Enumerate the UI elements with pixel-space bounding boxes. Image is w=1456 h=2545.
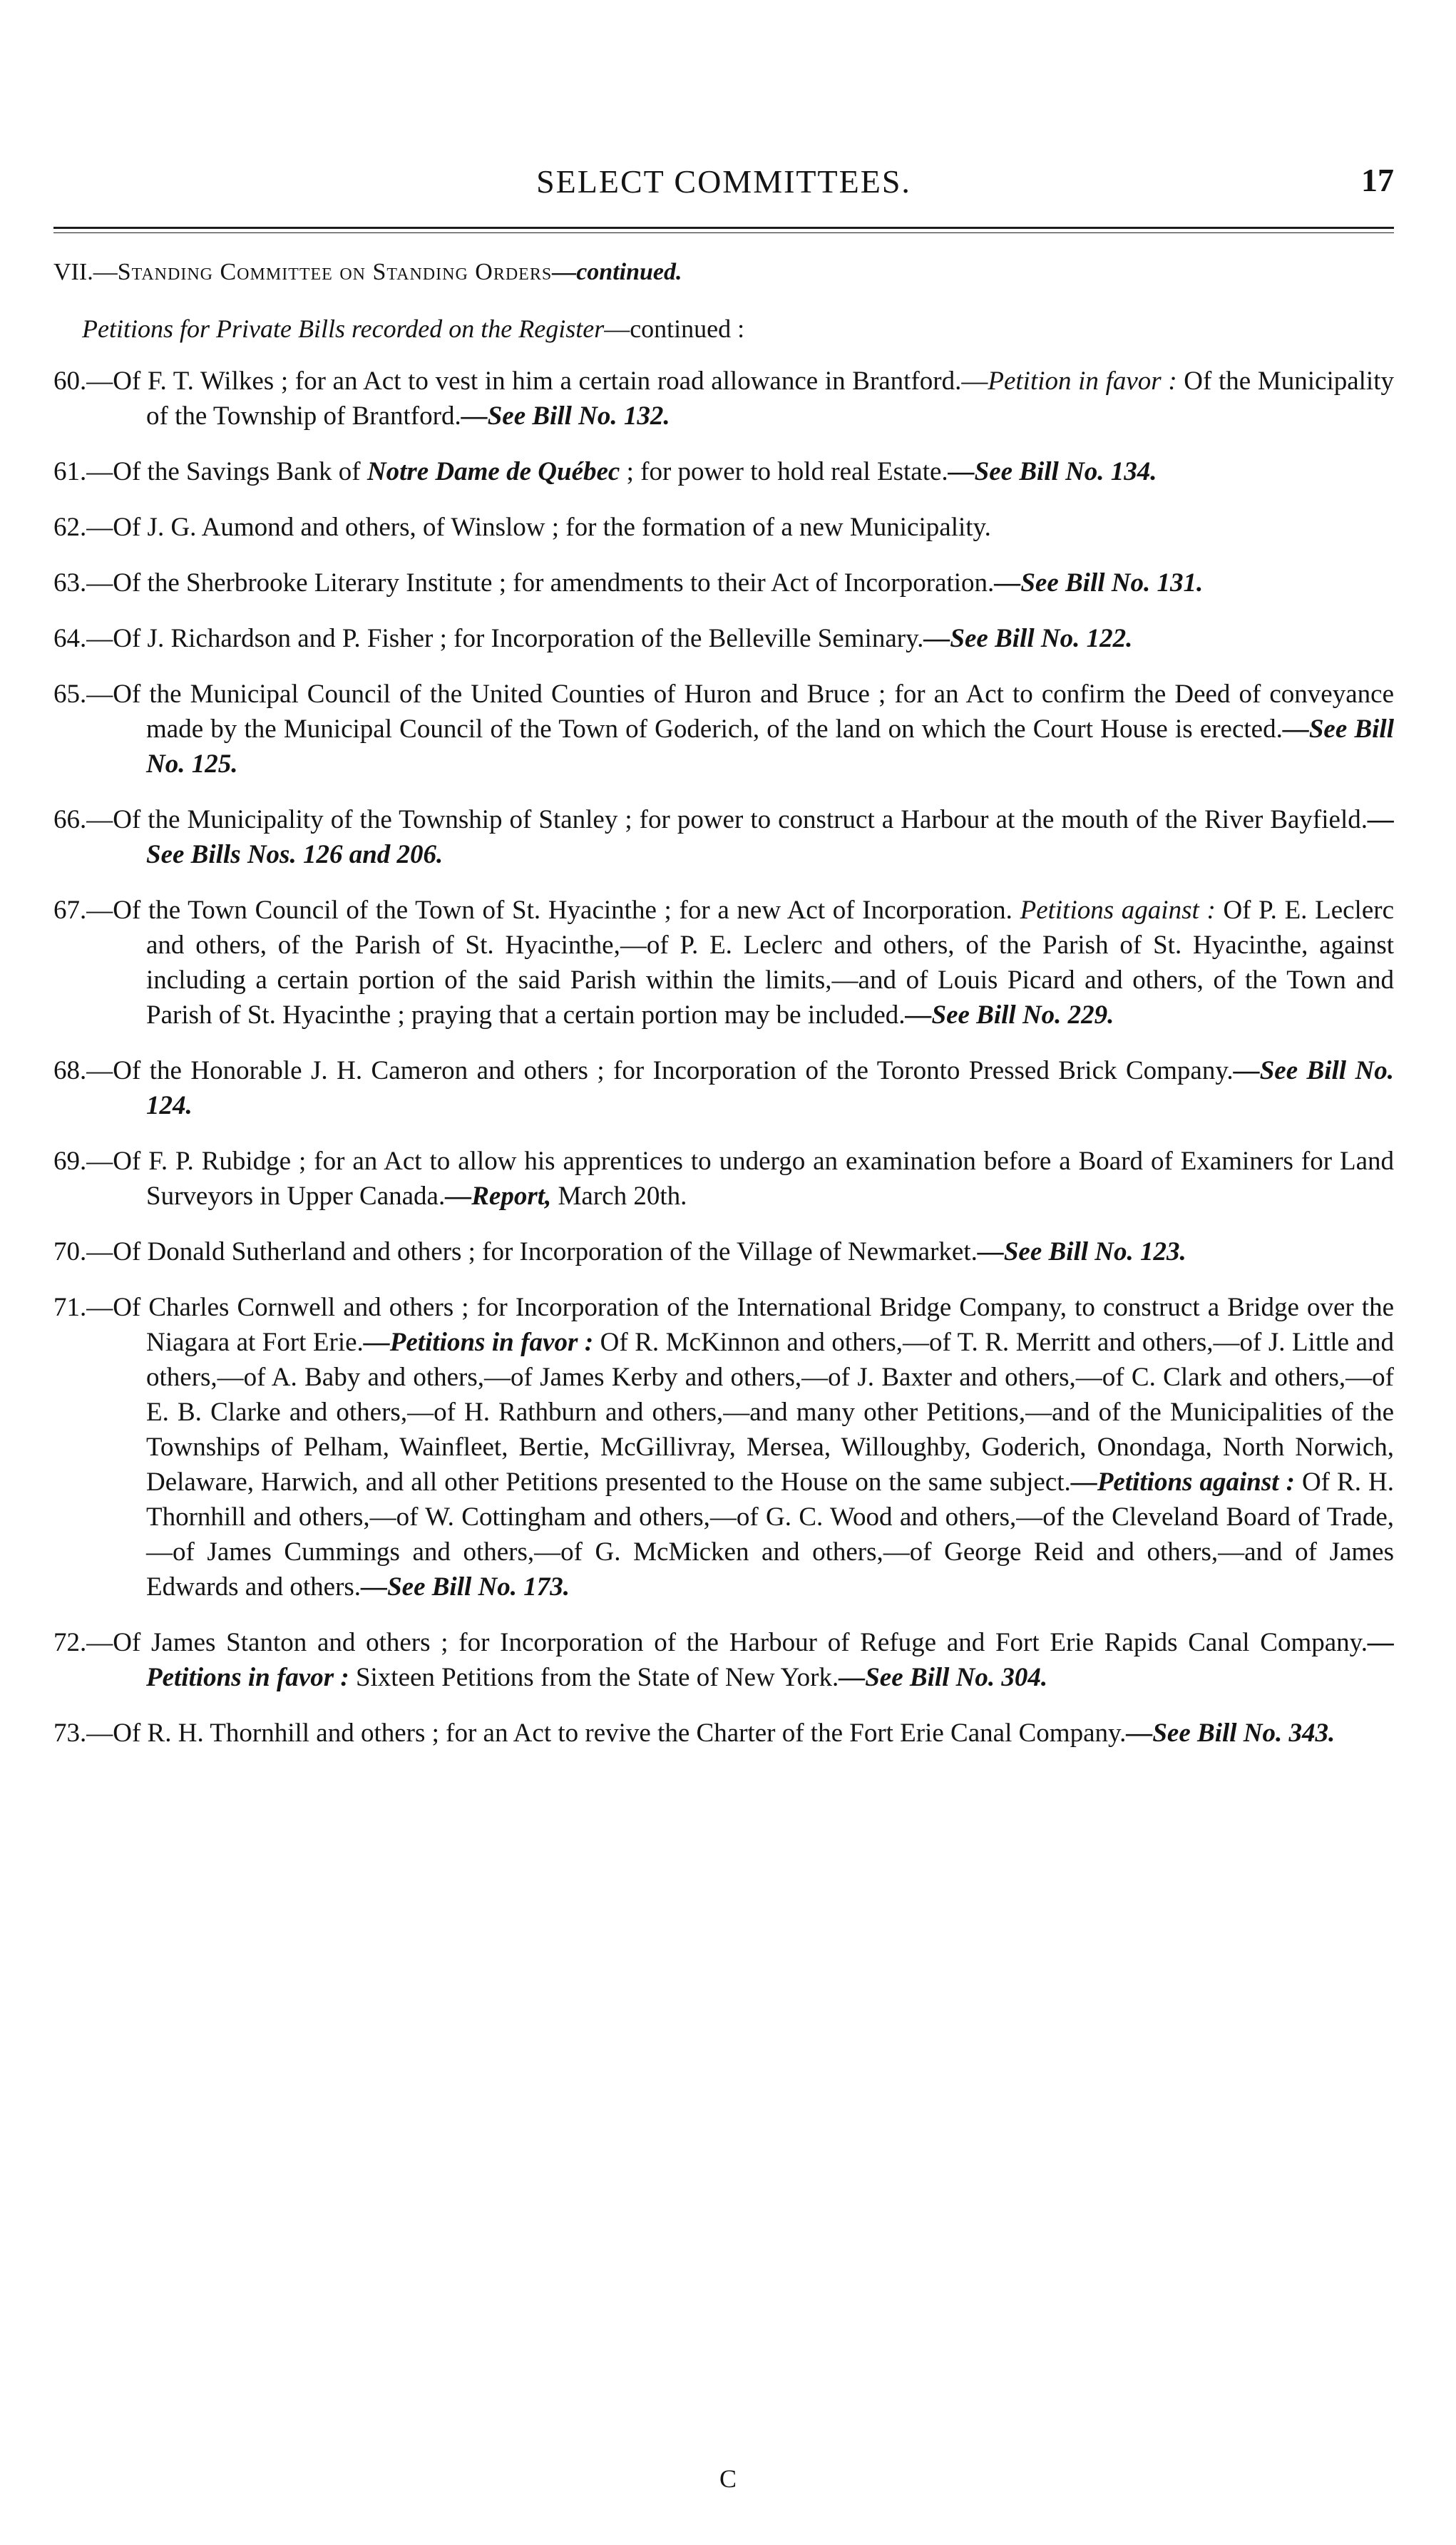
entry-number: 60.— bbox=[53, 367, 113, 396]
entry-63 bbox=[53, 565, 1394, 600]
entry-number: 68.— bbox=[53, 1056, 113, 1085]
entry-text: Of Donald Sutherland and others ; for Incorporation of the Village of Newmarket. bbox=[113, 1237, 978, 1266]
petition-against-label: Petitions against : bbox=[1020, 896, 1216, 925]
entry-number: 67.— bbox=[53, 896, 113, 925]
entry-71 bbox=[53, 1290, 1394, 1604]
bill-reference: —See Bill No. 173. bbox=[361, 1572, 570, 1602]
entry-number: 63.— bbox=[53, 568, 113, 598]
bill-reference: —See Bill No. 304. bbox=[839, 1663, 1048, 1692]
header-rule-thin bbox=[53, 232, 1394, 233]
section-numeral: VII.— bbox=[53, 259, 118, 285]
report-date: March 20th. bbox=[551, 1182, 687, 1211]
entry-number: 70.— bbox=[53, 1237, 113, 1266]
entry-text: Of Charles Cornwell and others ; for Incorporation of the International Bridge Company, to construct a Bridge over the Niagara at Fort Erie. bbox=[113, 1293, 1394, 1357]
entry-text: Of J. Richardson and P. Fisher ; for Incorporation of the Belleville Seminary. bbox=[113, 624, 924, 653]
entry-text: Of F. P. Rubidge ; for an Act to allow his apprentices to undergo an examination before a Board of Examiners for Land Surveyors in Upper Canada. bbox=[113, 1147, 1394, 1211]
entry-69 bbox=[53, 1144, 1394, 1214]
entry-70 bbox=[53, 1234, 1394, 1269]
page-number: 17 bbox=[1361, 162, 1394, 198]
petition-against-text: Of R. H. Thornhill and others,—of W. Cottingham and others,—of G. C. Wood and others,—of the Cleveland Board of Trade,—of James Cummings and others,—of G. McMicken and others,—of George Reid and others,—and of James Edwards and others. bbox=[146, 1468, 1395, 1602]
petition-favor-text: Sixteen Petitions from the State of New York. bbox=[349, 1663, 839, 1692]
petition-against-text: Of P. E. Leclerc and others, of the Parish of St. Hyacinthe,—of P. E. Leclerc and others, of the Parish of St. Hyacinthe, against including a certain portion of the said Parish within the limits,—and of Louis Picard and others, of the Town and Parish of St. Hyacinthe ; praying that a certain portion may be included. bbox=[146, 896, 1394, 1030]
entry-number: 65.— bbox=[53, 680, 113, 709]
section-continued: —continued. bbox=[552, 259, 682, 285]
entry-number: 72.— bbox=[53, 1628, 113, 1657]
signature-mark: C bbox=[719, 2464, 737, 2493]
entry-text: Of J. G. Aumond and others, of Winslow ; for the formation of a new Municipality. bbox=[113, 513, 991, 542]
entry-number: 69.— bbox=[53, 1147, 113, 1176]
header-rule-thick bbox=[53, 227, 1394, 229]
entry-66 bbox=[53, 802, 1394, 872]
entry-number: 66.— bbox=[53, 805, 113, 834]
subheading-text: Petitions for Private Bills recorded on the Register bbox=[82, 314, 605, 343]
entry-72 bbox=[53, 1625, 1394, 1695]
section-heading bbox=[53, 257, 1394, 288]
petition-favor-label: —Petitions in favor : bbox=[363, 1328, 594, 1357]
section-title: Standing Committee on Standing Orders bbox=[117, 259, 553, 285]
entry-text: Of James Stanton and others ; for Incorporation of the Harbour of Refuge and Fort Erie Rapids Canal Company. bbox=[113, 1628, 1368, 1657]
page-body bbox=[53, 257, 1394, 1771]
entry-61 bbox=[53, 454, 1394, 489]
bill-reference: —See Bill No. 134. bbox=[948, 457, 1157, 486]
petition-favor-label: Petition in favor : bbox=[988, 367, 1177, 396]
entry-67 bbox=[53, 893, 1394, 1033]
entry-number: 64.— bbox=[53, 624, 113, 653]
bill-reference: —See Bill No. 343. bbox=[1126, 1719, 1335, 1748]
petition-favor-label: —Petitions in favor : bbox=[146, 1628, 1394, 1692]
entry-number: 71.— bbox=[53, 1293, 113, 1322]
bill-reference: —See Bill No. 132. bbox=[461, 401, 670, 431]
entry-text: Of the Savings Bank of bbox=[113, 457, 367, 486]
entry-number: 61.— bbox=[53, 457, 113, 486]
entry-text: Of R. H. Thornhill and others ; for an Act to revive the Charter of the Fort Erie Canal Company. bbox=[113, 1719, 1127, 1748]
page-header bbox=[53, 155, 1394, 220]
entry-65 bbox=[53, 677, 1394, 782]
entry-73 bbox=[53, 1716, 1394, 1751]
bill-reference: —See Bill No. 131. bbox=[994, 568, 1204, 598]
entry-text: Of the Municipal Council of the United Counties of Huron and Bruce ; for an Act to confirm the Deed of conveyance made by the Municipal Council of the Town of Goderich, of the land on which the Court House is erected. bbox=[113, 680, 1394, 744]
entry-italic-name: Notre Dame de Québec bbox=[366, 457, 620, 486]
subheading bbox=[82, 312, 1394, 345]
entry-number: 62.— bbox=[53, 513, 113, 542]
subheading-continued: —continued : bbox=[604, 314, 745, 343]
entry-68 bbox=[53, 1053, 1394, 1123]
petition-against-label: —Petitions against : bbox=[1070, 1468, 1295, 1497]
bill-reference: —See Bill No. 229. bbox=[905, 1000, 1114, 1030]
entry-text: Of the Town Council of the Town of St. Hyacinthe ; for a new Act of Incorporation. bbox=[113, 896, 1020, 925]
bill-reference: —See Bill No. 122. bbox=[923, 624, 1133, 653]
bill-reference: —See Bill No. 123. bbox=[977, 1237, 1186, 1266]
entry-text: Of F. T. Wilkes ; for an Act to vest in him a certain road allowance in Brantford.— bbox=[113, 367, 988, 396]
entry-60 bbox=[53, 364, 1394, 434]
entry-text: Of the Sherbrooke Literary Institute ; for amendments to their Act of Incorporation. bbox=[113, 568, 995, 598]
entry-text: Of the Honorable J. H. Cameron and others ; for Incorporation of the Toronto Pressed Brick Company. bbox=[113, 1056, 1234, 1085]
report-label: —Report, bbox=[445, 1182, 552, 1211]
petition-favor-text: Of R. McKinnon and others,—of T. R. Merritt and others,—of J. Little and others,—of A. Baby and others,—of James Kerby and others,—of J. Baxter and others,—of C. Clark and others,—of E. B. Clarke and others,—of H. Rathburn and others,—and many other Petitions,—and of the Municipalities of the Townships of Pelham, Wainfleet, Bertie, McGillivray, Mersea, Willoughby, Goderich, Onondaga, North Norwich, Delaware, Harwich, and all other Petitions presented to the House on the same subject. bbox=[146, 1328, 1394, 1497]
entry-number: 73.— bbox=[53, 1719, 113, 1748]
entry-text: Of the Municipality of the Township of Stanley ; for power to construct a Harbour at the mouth of the River Bayfield. bbox=[113, 805, 1368, 834]
bill-reference: —See Bills Nos. 126 and 206. bbox=[146, 805, 1394, 869]
running-title: SELECT COMMITTEES. bbox=[536, 163, 911, 200]
entry-64 bbox=[53, 621, 1394, 656]
bill-reference: —See Bill No. 125. bbox=[146, 715, 1394, 779]
entry-text-after: ; for power to hold real Estate. bbox=[620, 457, 948, 486]
petition-favor-text: Of the Municipality of the Township of Brantford. bbox=[146, 367, 1394, 431]
entry-62 bbox=[53, 510, 1394, 545]
bill-reference: —See Bill No. 124. bbox=[146, 1056, 1394, 1120]
